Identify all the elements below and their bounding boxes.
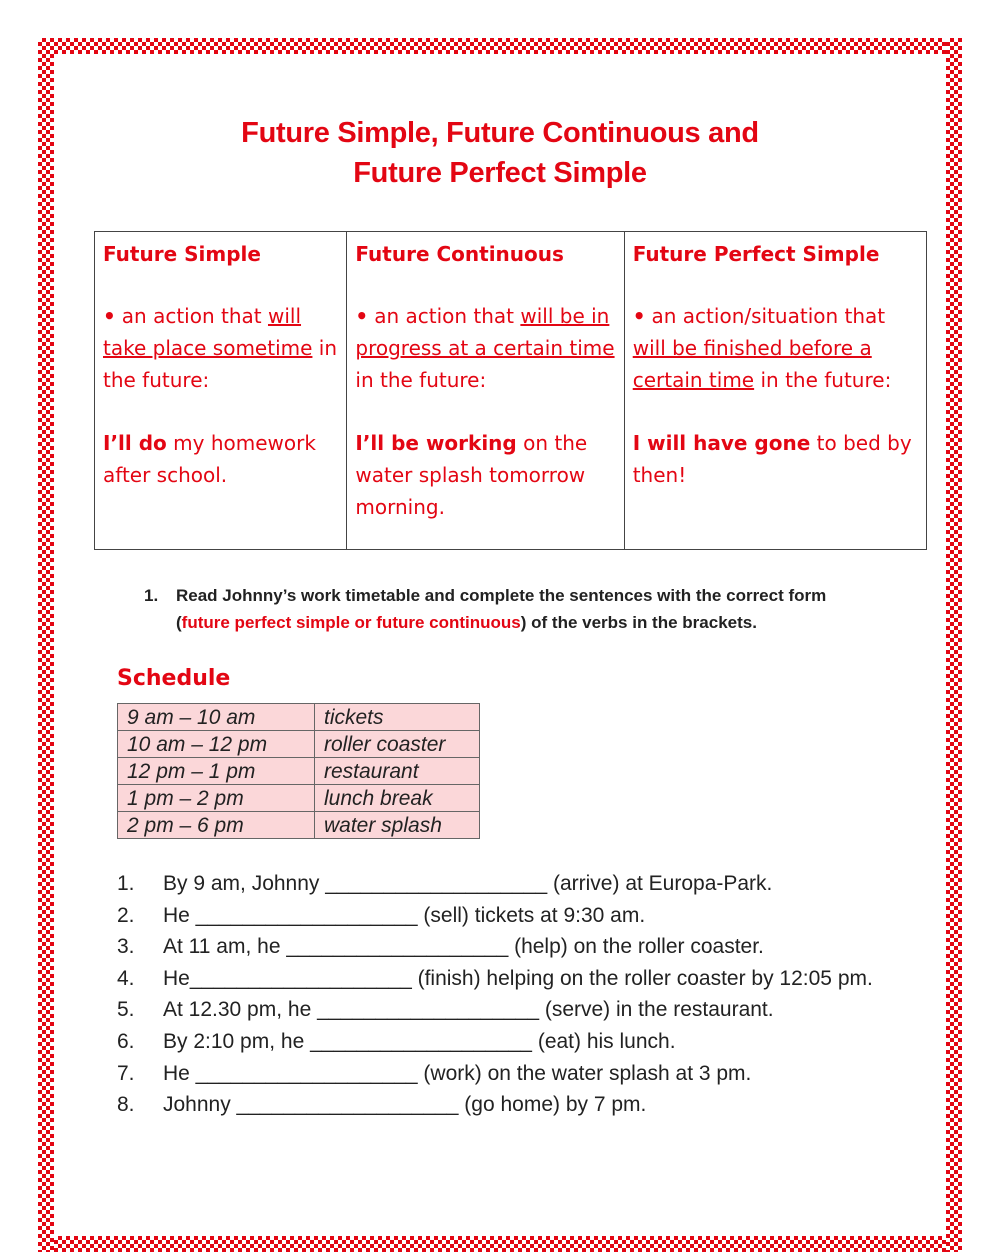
schedule-time: 12 pm – 1 pm [118, 758, 315, 785]
exercise-list [117, 868, 877, 1121]
schedule-activity: restaurant [315, 758, 480, 785]
schedule-activity: water splash [315, 812, 480, 839]
future-perfect-heading: Future Perfect Simple [632, 242, 880, 266]
bullet-icon: • [103, 304, 116, 328]
item-sentence: By 2:10 pm, he ___________________ (eat) his lunch. [163, 1029, 676, 1053]
item-number: 3. [117, 935, 135, 959]
schedule-activity: roller coaster [315, 731, 480, 758]
schedule-activity: lunch break [315, 785, 480, 812]
checkered-border-right [946, 38, 962, 1252]
item-sentence: Johnny ___________________ (go home) by 7 pm. [163, 1093, 647, 1117]
list-item [117, 1089, 877, 1121]
item-number: 1. [117, 872, 135, 895]
list-item [117, 931, 877, 963]
future-perfect-column [625, 232, 926, 549]
item-sentence: At 11 am, he ___________________ (help) on the roller coaster. [163, 935, 764, 959]
table-row [118, 758, 480, 785]
future-simple-heading: Future Simple [103, 242, 261, 266]
future-simple-example: I’ll do my homework after school. [103, 431, 316, 487]
list-item [117, 963, 877, 995]
future-continuous-heading: Future Continuous [355, 242, 564, 266]
item-sentence: By 9 am, Johnny ___________________ (arrive) at Europa-Park. [163, 872, 773, 895]
future-continuous-column [347, 232, 624, 549]
schedule-time: 9 am – 10 am [118, 704, 315, 731]
future-continuous-rule: • an action that will be in progress at a certain time in the future: [355, 304, 615, 392]
item-number: 8. [117, 1093, 135, 1117]
future-simple-column [95, 232, 347, 549]
item-sentence: At 12.30 pm, he ___________________ (serve) in the restaurant. [163, 998, 774, 1022]
schedule-time: 1 pm – 2 pm [118, 785, 315, 812]
item-sentence: He ___________________ (sell) tickets at 9:30 am. [163, 903, 646, 927]
future-continuous-example: I’ll be working on the water splash tomorrow morning. [355, 431, 588, 519]
list-item [117, 900, 877, 932]
item-sentence: He ___________________ (work) on the water splash at 3 pm. [163, 1061, 752, 1085]
checkered-border-top [38, 38, 962, 54]
future-perfect-rule: • an action/situation that will be finished before a certain time in the future: [632, 304, 892, 392]
list-item [117, 1058, 877, 1090]
item-sentence: He___________________ (finish) helping on the roller coaster by 12:05 pm. [163, 966, 873, 990]
schedule-time: 2 pm – 6 pm [118, 812, 315, 839]
table-row [118, 785, 480, 812]
schedule-heading: Schedule [117, 666, 231, 691]
table-row [118, 731, 480, 758]
instruction-number: 1. [144, 586, 159, 605]
item-number: 7. [117, 1061, 135, 1085]
exercise-instructions [144, 582, 884, 636]
item-number: 6. [117, 1029, 135, 1053]
grammar-table [94, 231, 927, 550]
item-number: 2. [117, 903, 135, 927]
schedule-activity: tickets [315, 704, 480, 731]
checkered-border-bottom [38, 1236, 962, 1252]
list-item [117, 994, 877, 1026]
instruction-text: Read Johnny’s work timetable and complete the sentences with the correct form (future perfect simple or future continuous) of the verbs in the brackets. [176, 586, 827, 632]
page-title-line-2: Future Perfect Simple [353, 157, 647, 189]
future-simple-rule: • an action that will take place sometime in the future: [103, 304, 338, 392]
bullet-icon: • [632, 304, 646, 328]
item-number: 4. [117, 966, 135, 990]
item-number: 5. [117, 998, 135, 1022]
table-row [118, 704, 480, 731]
schedule-time: 10 am – 12 pm [118, 731, 315, 758]
list-item [117, 1026, 877, 1058]
future-perfect-example: I will have gone to bed by then! [632, 431, 912, 487]
page-title-line-1: Future Simple, Future Continuous and [241, 117, 759, 149]
list-item [117, 868, 877, 900]
table-row [118, 812, 480, 839]
checkered-border-left [38, 38, 54, 1252]
bullet-icon: • [355, 304, 369, 328]
schedule-table [117, 703, 480, 839]
